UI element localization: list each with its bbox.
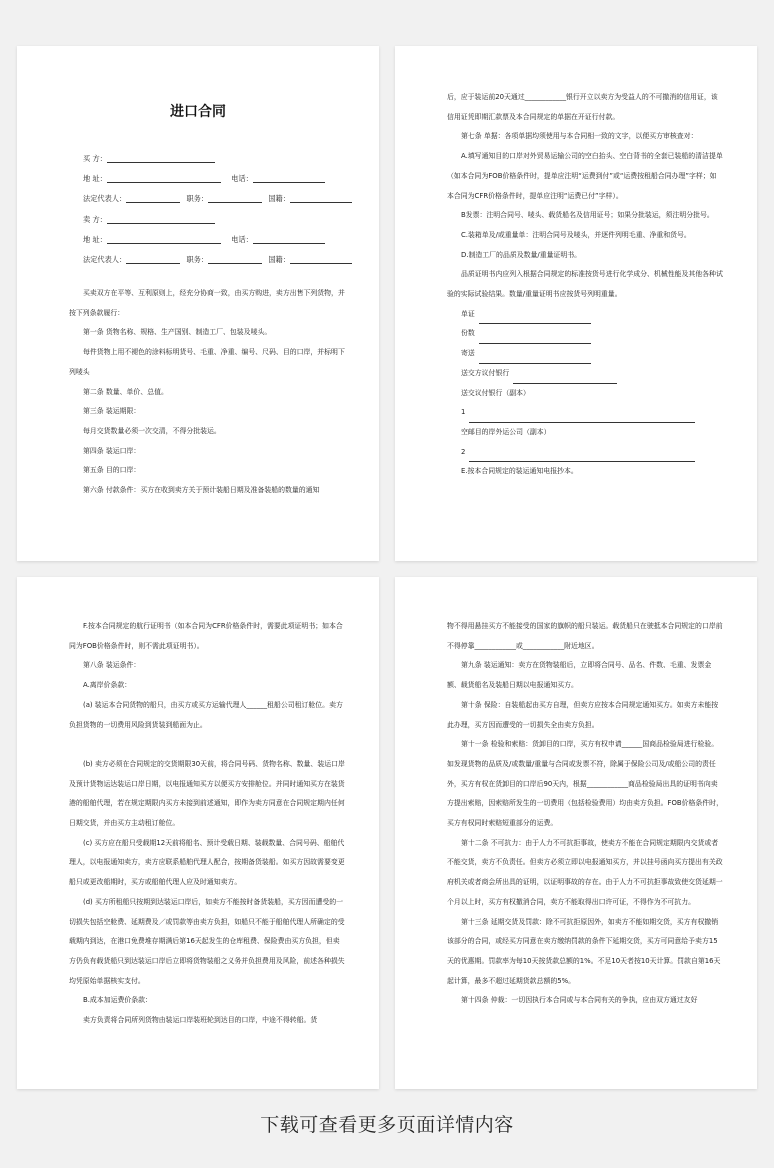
buyer-label: 买 方： (83, 154, 107, 163)
buyer-phone-blank (253, 173, 325, 183)
paragraph: 第八条 装运条件： (83, 661, 141, 670)
page3-body (69, 617, 345, 1031)
buyer-rep-row (83, 189, 356, 209)
item2-label: 2 (461, 447, 466, 456)
page1-body (69, 284, 345, 501)
seller-position-blank (208, 254, 262, 264)
paragraph: B.成本加运费价条款： (83, 996, 152, 1005)
paragraph: (a) 装运本合同货物的船只，由买方或买方运输代理人______租船公司租订舱位。卖方负担货物的一切费用风险到货装到船面为止。 (69, 700, 343, 729)
contract-page-1 (17, 46, 379, 561)
buyer-phone-label: 电话： (231, 174, 253, 184)
document-title: 进口合同 (170, 104, 226, 120)
receipt-label: 单证 (461, 309, 475, 318)
ship-company-label: 空邮目的岸外运公司（副本） (461, 427, 551, 436)
page2-body (447, 88, 723, 482)
buyer-row (83, 149, 356, 169)
paragraph: (b) 卖方必须在合同规定的交货期限30天前，将合同号码、货物名称、数量、装运口岸及预计货物运达装运口岸日期，以电报通知买方以便买方安排舱位。并同时通知买方在装货港的船舶代理，若在规定期限内买方未接到前述通知，即作为卖方同意在合同规定期内任何日期交货，并由买方主动租订舱位。 (69, 759, 345, 828)
seller-rep-blank (126, 254, 180, 264)
seller-nationality-label: 国籍： (268, 254, 290, 264)
form-row-item1 (461, 403, 723, 423)
seller-phone-label: 电话： (231, 234, 253, 244)
buyer-nationality-label: 国籍： (268, 194, 290, 204)
buyer-address-blank (107, 173, 221, 183)
paragraph: F.按本合同规定的航行证明书（如本合同为CFR价格条件时，需要此项证明书；如本合同为FOB价格条件时，则不需此项证明书）。 (69, 622, 343, 650)
paragraph: D.制造工厂的品质及数量/重量证明书。 (461, 250, 582, 259)
seller-blank (107, 214, 215, 224)
contract-page-3 (17, 577, 379, 1089)
paragraph: 第九条 装运通知：卖方在货物装船后，立即将合同号、品名、件数、毛重、发票金额、载货船名及装船日期以电报通知买方。 (447, 661, 712, 690)
copies-blank (479, 331, 591, 344)
page4-body (447, 617, 723, 1011)
paragraph: (c) 买方应在船只受载期12天前将船名、预计受载日期、装载数量、合同号码、船舶代理人，以电报通知卖方，卖方应联系船舶代理人配合，按期备货装船。如买方因故需要变更船只或更改船期时，买方或船舶代理人应及时通知卖方。 (69, 838, 345, 887)
buyer-rep-label: 法定代表人： (83, 194, 127, 204)
paragraph: 每件货物上用不褪色的涂料标明货号、毛重、净重、编号、尺码、目的口岸，并标明下列唛头 (69, 348, 345, 376)
form-row-receipt (461, 305, 723, 325)
contract-page-4 (395, 577, 757, 1089)
form-row-mail (461, 344, 723, 364)
receipt-blank (479, 311, 591, 324)
form-row-item2 (461, 443, 723, 463)
document-form (447, 305, 723, 463)
form-row-bank (461, 364, 723, 384)
paragraph: B发票：注明合同号、唛头、载货船名及信用证号；如果分批装运，须注明分批号。 (461, 211, 714, 220)
buyer-address-label: 地 址： (83, 174, 107, 184)
paragraph: 第十三条 延期交货及罚款：除不可抗拒原因外，如卖方不能如期交货，买方有权撤销该部分的合同，或经买方同意在卖方缴纳罚款的条件下延期交货，买方可同意给予卖方15天的优惠期。罚款率为每10天按货款总额的1%。不足10天者按10天计算。罚款自第16天起计算，最多不超过延期货款总额的5%。 (447, 917, 721, 985)
paragraph: 第一条 货物名称、规格、生产国别、制造工厂、包装及唛头。 (83, 328, 272, 337)
download-more-caption: 下载可查看更多页面详情内容 (260, 1114, 514, 1136)
mail-to-blank (479, 351, 591, 364)
seller-nationality-blank (290, 254, 352, 264)
seller-row (83, 210, 356, 230)
paragraph: 物不得用悬挂买方不能接受的国家的旗帜的船只装运。载货船只在驶抵本合同规定的口岸前不得停靠____________或____________附近地区。 (447, 622, 723, 650)
seller-rep-row (83, 250, 356, 270)
paragraph: 卖方负责将合同所列货物由装运口岸装班轮到达目的口岸，中途不得转船。货 (83, 1016, 318, 1025)
copies-label: 份数 (461, 329, 475, 338)
bank-label: 送交方议付银行 (461, 368, 510, 377)
buyer-nationality-blank (290, 193, 352, 203)
seller-address-row (83, 230, 356, 250)
paragraph: E.按本合同规定的装运通知电报抄本。 (461, 467, 578, 476)
paragraph: 第十二条 不可抗力：由于人力不可抗拒事故，使卖方不能在合同规定期限内交货或者不能交货，卖方不负责任。但卖方必须立即以电报通知买方，并以挂号函向买方提出有关政府机关或者商会所出具的证明，以证明事故的存在。由于人力不可抗拒事故致使交货延期一个月以上时，买方有权撤消合同，卖方不能取得出口许可证，不得作为不可抗力。 (447, 838, 723, 906)
paragraph: 第十一条 检验和索赔：货卸目的口岸，买方有权申请______国商品检验局进行检验。如发现货物的品质及/或数量/重量与合同或发票不符，除属于保险公司及/或船公司的责任外，买方有权在货卸目的口岸后90天内，根据____________商品检验局出具的证明书向卖方提出索赔，因索赔所发生的一切费用（包括检验费用）均由卖方负担。FOB价格条件时，买方有权同时索赔短重部分的运费。 (447, 740, 723, 828)
party-fields (83, 149, 356, 270)
paragraph: A.填写通知目的口岸对外贸易运输公司的空白抬头、空白背书的全套已装船的清洁提单（如本合同为FOB价格条件时，提单应注明“运费到付”或“运费按租船合同办理”字样；如本合同为CFR价格条件时，提单应注明“运费已付”字样）。 (447, 152, 723, 200)
seller-address-label: 地 址： (83, 234, 107, 244)
item2-blank (469, 449, 695, 462)
paragraph: 第十条 保险：自装船起由买方自理，但卖方应按本合同规定通知买方。如卖方未能按此办理，买方因而遭受的一切损失全由卖方负担。 (447, 700, 719, 729)
paragraph: 后，应于装运前20天通过____________银行开立以卖方为受益人的不可撤消的信用证，该信用证凭即期汇款票及本合同规定的单据在开证行付款。 (447, 93, 718, 121)
bank-blank (513, 371, 617, 384)
seller-address-blank (107, 234, 221, 244)
seller-rep-label: 法定代表人： (83, 254, 127, 264)
mail-to-label: 寄送 (461, 349, 475, 358)
paragraph: (d) 买方所租船只按期到达装运口岸后，如卖方不能按时备货装船，买方因而遭受的一切损失包括空舱费、延期费及／或罚款等由卖方负担，如船只不能于船舶代理人所确定的受载期内到达，在港口免费堆存期满后第16天起发生的仓库租费、保险费由买方负担，但卖方仍负有载货船只到达装运口岸后立即将货物装船之义务并负担费用及风险，前述各种损失均凭原始单据核实支付。 (69, 897, 345, 985)
buyer-position-blank (208, 193, 262, 203)
paragraph: A.离岸价条款： (83, 681, 132, 690)
paragraph: 第二条 数量、单价、总值。 (83, 387, 168, 396)
paragraph: 第六条 付款条件：买方在收到卖方关于预计装船日期及准备装船的数量的通知 (83, 486, 320, 495)
paragraph: 买卖双方在平等、互利原则上，经充分协商一致，由买方购进，卖方出售下列货物，并按下列条款履行： (69, 289, 345, 317)
contract-page-2 (395, 46, 757, 561)
form-row-copies (461, 324, 723, 344)
bank-copy-label: 送交议付银行（副本） (461, 388, 530, 397)
buyer-address-row (83, 169, 356, 189)
form-row-ship (461, 423, 723, 443)
buyer-blank (107, 153, 215, 163)
form-row-bank-copy (461, 384, 723, 404)
seller-label: 卖 方： (83, 214, 107, 224)
buyer-position-label: 职务： (186, 194, 209, 204)
paragraph: 每月交货数量必须一次交清，不得分批装运。 (83, 426, 221, 435)
paragraph: 第三条 装运期限： (83, 407, 141, 416)
item1-label: 1 (461, 408, 466, 417)
item1-blank (469, 410, 695, 423)
paragraph: 品质证明书内应列入根据合同规定的标准按货号进行化学成分、机械性能及其他各种试验的实际试验结果。数量/重量证明书应按货号列明重量。 (447, 270, 723, 299)
seller-position-label: 职务： (186, 254, 209, 264)
paragraph: 第五条 目的口岸： (83, 466, 141, 475)
seller-phone-blank (253, 234, 325, 244)
buyer-rep-blank (126, 193, 180, 203)
paragraph: 第四条 装运口岸： (83, 446, 141, 455)
paragraph: 第十四条 仲裁：一切因执行本合同或与本合同有关的争执，应由双方通过友好 (461, 996, 698, 1005)
paragraph: 第七条 单据：各项单据均须使用与本合同相一致的文字，以便买方审核查对： (461, 132, 698, 141)
paragraph: C.装箱单及/或重量单：注明合同号及唛头，并逐件列明毛重、净重和货号。 (461, 230, 691, 239)
